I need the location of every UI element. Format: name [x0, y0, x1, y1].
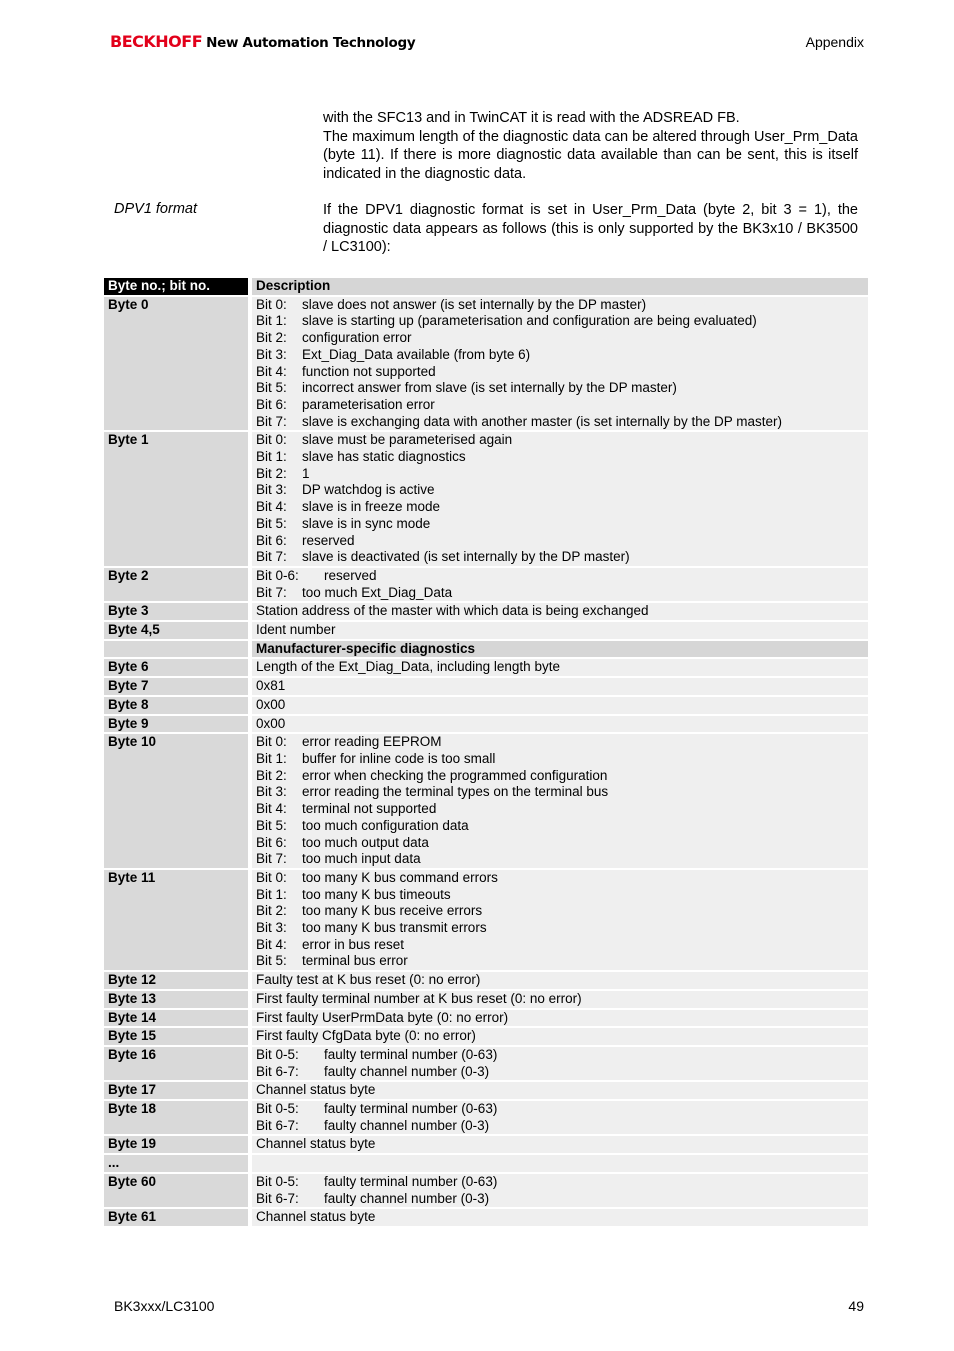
description-cell: Faulty test at K bus reset (0: no error): [252, 972, 868, 989]
table-row: [104, 972, 868, 989]
table-row: [104, 603, 868, 620]
bit-description: terminal not supported: [302, 801, 437, 817]
bit-line: [256, 432, 864, 449]
byte-cell: Byte 60: [104, 1174, 252, 1207]
bit-label: Bit 4:: [256, 936, 287, 952]
byte-cell: Byte 9: [104, 716, 252, 733]
byte-cell: Byte 17: [104, 1082, 252, 1099]
bit-line: [256, 920, 864, 937]
bit-line: [256, 1174, 864, 1191]
table-row: [104, 1174, 868, 1207]
intro-paragraph: The maximum length of the diagnostic data can be altered through User_Prm_Data (byte 11). If there is more diagnostic data available than can be sent, this is itself indicated in the diagnostic data.: [323, 128, 858, 182]
description-cell: First faulty UserPrmData byte (0: no error): [252, 1010, 868, 1027]
byte-cell: ...: [104, 1155, 252, 1172]
byte-cell: Byte 4,5: [104, 622, 252, 639]
table-row: [104, 568, 868, 601]
bit-description: reserved: [324, 567, 377, 583]
description-cell: Length of the Ext_Diag_Data, including length byte: [252, 659, 868, 676]
bit-description: slave does not answer (is set internally by the DP master): [302, 296, 647, 312]
description-cell: [252, 1155, 868, 1172]
table-row: [104, 1209, 868, 1226]
bit-line: [256, 585, 864, 602]
bit-line: [256, 1101, 864, 1118]
byte-cell: Byte 13: [104, 991, 252, 1008]
bit-description: faulty terminal number (0-63): [324, 1173, 498, 1189]
byte-cell: Byte 1: [104, 432, 252, 566]
bit-label: Bit 5:: [256, 515, 287, 531]
page-number: 49: [848, 1298, 864, 1314]
table-row: [104, 297, 868, 431]
description-cell: First faulty terminal number at K bus reset (0: no error): [252, 991, 868, 1008]
bit-label: Bit 4:: [256, 363, 287, 379]
bit-label: Bit 6-7:: [256, 1117, 299, 1133]
bit-line: [256, 1118, 864, 1135]
table-body: [104, 297, 868, 1226]
bit-description: slave is in sync mode: [302, 515, 431, 531]
beckhoff-logo: [110, 32, 415, 52]
table-row: [104, 716, 868, 733]
intro-text: [323, 109, 858, 183]
bit-description: too many K bus command errors: [302, 869, 498, 885]
bit-label: Bit 2:: [256, 465, 287, 481]
bit-label: Bit 6-7:: [256, 1190, 299, 1206]
bit-description: slave is starting up (parameterisation and configuration are being evaluated): [302, 313, 757, 329]
bit-line: [256, 1047, 864, 1064]
table-row: [104, 1028, 868, 1045]
bit-label: Bit 7:: [256, 549, 287, 565]
bit-line: [256, 380, 864, 397]
byte-cell: Byte 7: [104, 678, 252, 695]
table-row: [104, 1101, 868, 1134]
column-header-description: Description: [252, 278, 868, 295]
table-row: [104, 697, 868, 714]
bit-label: Bit 0-5:: [256, 1173, 299, 1189]
bit-description: reserved: [302, 532, 355, 548]
description-cell: Channel status byte: [252, 1209, 868, 1226]
description-cell: 0x00: [252, 716, 868, 733]
bit-label: Bit 0-5:: [256, 1101, 299, 1117]
bit-description: incorrect answer from slave (is set internally by the DP master): [302, 380, 677, 396]
description-cell: Channel status byte: [252, 1136, 868, 1153]
bit-description: terminal bus error: [302, 953, 408, 969]
bit-label: Bit 3:: [256, 784, 287, 800]
bit-label: Bit 3:: [256, 482, 287, 498]
bit-description: DP watchdog is active: [302, 482, 435, 498]
description-cell: Station address of the master with which data is being exchanged: [252, 603, 868, 620]
bit-line: [256, 851, 864, 868]
bit-line: [256, 887, 864, 904]
bit-label: Bit 6:: [256, 396, 287, 412]
bit-description: error in bus reset: [302, 936, 405, 952]
bit-label: Bit 7:: [256, 584, 287, 600]
description-cell: [252, 1101, 868, 1134]
bit-label: Bit 6-7:: [256, 1063, 299, 1079]
bit-line: [256, 568, 864, 585]
section-title: Appendix: [805, 34, 864, 50]
byte-cell: Byte 16: [104, 1047, 252, 1080]
bit-line: [256, 364, 864, 381]
byte-cell: Byte 12: [104, 972, 252, 989]
bit-line: [256, 466, 864, 483]
bit-label: Bit 3:: [256, 346, 287, 362]
byte-cell: Byte 6: [104, 659, 252, 676]
bit-description: too many K bus receive errors: [302, 903, 483, 919]
byte-cell: Byte 8: [104, 697, 252, 714]
bit-line: [256, 835, 864, 852]
bit-description: buffer for inline code is too small: [302, 750, 496, 766]
logo-tagline: New Automation Technology: [206, 35, 416, 51]
bit-label: Bit 1:: [256, 886, 287, 902]
bit-description: error reading the terminal types on the terminal bus: [302, 784, 609, 800]
bit-description: configuration error: [302, 330, 412, 346]
byte-cell: Byte 15: [104, 1028, 252, 1045]
bit-description: error when checking the programmed configuration: [302, 767, 608, 783]
bit-label: Bit 0-6:: [256, 567, 299, 583]
bit-description: slave has static diagnostics: [302, 449, 466, 465]
bit-line: [256, 499, 864, 516]
description-cell: [252, 432, 868, 566]
description-cell: First faulty CfgData byte (0: no error): [252, 1028, 868, 1045]
table-row: [104, 1082, 868, 1099]
byte-cell: Byte 14: [104, 1010, 252, 1027]
bit-line: [256, 449, 864, 466]
bit-line: [256, 937, 864, 954]
bit-description: faulty channel number (0-3): [324, 1117, 490, 1133]
bit-line: [256, 870, 864, 887]
table-row: [104, 1136, 868, 1153]
footer-document-name: BK3xxx/LC3100: [114, 1298, 215, 1314]
byte-cell: Byte 0: [104, 297, 252, 431]
bit-description: too many K bus transmit errors: [302, 920, 487, 936]
bit-label: Bit 0:: [256, 432, 287, 448]
bit-line: [256, 313, 864, 330]
description-cell: [252, 297, 868, 431]
bit-description: error reading EEPROM: [302, 734, 442, 750]
description-cell: [252, 1174, 868, 1207]
bit-description: faulty terminal number (0-63): [324, 1046, 498, 1062]
bit-label: Bit 1:: [256, 449, 287, 465]
description-cell: Ident number: [252, 622, 868, 639]
bit-line: [256, 768, 864, 785]
bit-label: Bit 4:: [256, 801, 287, 817]
bit-description: too much configuration data: [302, 817, 469, 833]
bit-line: [256, 347, 864, 364]
bit-line: [256, 784, 864, 801]
bit-label: Bit 7:: [256, 413, 287, 429]
byte-cell: Byte 11: [104, 870, 252, 970]
bit-description: too much Ext_Diag_Data: [302, 584, 453, 600]
description-cell: 0x81: [252, 678, 868, 695]
bit-description: faulty terminal number (0-63): [324, 1101, 498, 1117]
bit-label: Bit 7:: [256, 851, 287, 867]
bit-line: [256, 414, 864, 431]
bit-line: [256, 801, 864, 818]
bit-label: Bit 5:: [256, 953, 287, 969]
bit-description: slave is exchanging data with another master (is set internally by the DP master): [302, 413, 782, 429]
bit-line: [256, 953, 864, 970]
bit-line: [256, 549, 864, 566]
description-cell: 0x00: [252, 697, 868, 714]
bit-description: slave must be parameterised again: [302, 432, 513, 448]
bit-line: [256, 330, 864, 347]
diagnostic-table: [104, 276, 868, 1228]
table-row: [104, 659, 868, 676]
bit-description: 1: [302, 465, 310, 481]
bit-description: too much input data: [302, 851, 421, 867]
logo-brand: BECKHOFF: [110, 32, 203, 51]
bit-line: [256, 1191, 864, 1208]
dpv1-label: DPV1 format: [114, 201, 197, 217]
bit-line: [256, 482, 864, 499]
byte-cell: Byte 2: [104, 568, 252, 601]
bit-label: Bit 5:: [256, 817, 287, 833]
bit-description: slave is in freeze mode: [302, 499, 441, 515]
byte-cell: [104, 641, 252, 658]
bit-description: too much output data: [302, 834, 429, 850]
bit-label: Bit 0-5:: [256, 1046, 299, 1062]
table-row: [104, 1155, 868, 1172]
table-row: [104, 1047, 868, 1080]
bit-label: Bit 1:: [256, 750, 287, 766]
bit-description: function not supported: [302, 363, 436, 379]
dpv1-paragraph: If the DPV1 diagnostic format is set in User_Prm_Data (byte 2, bit 3 = 1), the diagnostic data appears as follows (this is only supported by the BK3x10 / BK3500 / LC3100):: [323, 202, 858, 255]
bit-description: faulty channel number (0-3): [324, 1190, 490, 1206]
bit-description: slave is deactivated (is set internally by the DP master): [302, 549, 630, 565]
bit-line: [256, 297, 864, 314]
bit-description: Ext_Diag_Data available (from byte 6): [302, 346, 531, 362]
bit-label: Bit 0:: [256, 869, 287, 885]
bit-label: Bit 2:: [256, 903, 287, 919]
bit-line: [256, 533, 864, 550]
bit-line: [256, 818, 864, 835]
bit-label: Bit 6:: [256, 532, 287, 548]
table-header-row: [104, 278, 868, 295]
byte-cell: Byte 61: [104, 1209, 252, 1226]
bit-description: faulty channel number (0-3): [324, 1063, 490, 1079]
bit-line: [256, 734, 864, 751]
description-cell: Channel status byte: [252, 1082, 868, 1099]
bit-line: [256, 397, 864, 414]
intro-line-1: with the SFC13 and in TwinCAT it is read with the ADSREAD FB.: [323, 110, 740, 126]
table-row: [104, 870, 868, 970]
bit-label: Bit 2:: [256, 767, 287, 783]
bit-line: [256, 1064, 864, 1081]
description-cell: [252, 1047, 868, 1080]
table-row: [104, 622, 868, 639]
page-header: [110, 32, 864, 56]
bit-label: Bit 2:: [256, 330, 287, 346]
bit-description: too many K bus timeouts: [302, 886, 451, 902]
bit-description: parameterisation error: [302, 396, 435, 412]
description-cell: [252, 568, 868, 601]
column-header-byte: Byte no.; bit no.: [104, 278, 252, 295]
table-row: [104, 678, 868, 695]
bit-label: Bit 0:: [256, 296, 287, 312]
byte-cell: Byte 3: [104, 603, 252, 620]
table-row: [104, 432, 868, 566]
description-cell: [252, 734, 868, 868]
bit-label: Bit 0:: [256, 734, 287, 750]
bit-line: [256, 903, 864, 920]
bit-line: [256, 516, 864, 533]
table-row: [104, 991, 868, 1008]
bit-label: Bit 1:: [256, 313, 287, 329]
bit-line: [256, 751, 864, 768]
bit-label: Bit 6:: [256, 834, 287, 850]
bit-label: Bit 4:: [256, 499, 287, 515]
table-row: [104, 1010, 868, 1027]
description-cell: [252, 870, 868, 970]
byte-cell: Byte 18: [104, 1101, 252, 1134]
table-row: [104, 641, 868, 658]
byte-cell: Byte 19: [104, 1136, 252, 1153]
table-row: [104, 734, 868, 868]
description-cell: Manufacturer-specific diagnostics: [252, 641, 868, 658]
byte-cell: Byte 10: [104, 734, 252, 868]
bit-label: Bit 5:: [256, 380, 287, 396]
bit-label: Bit 3:: [256, 920, 287, 936]
